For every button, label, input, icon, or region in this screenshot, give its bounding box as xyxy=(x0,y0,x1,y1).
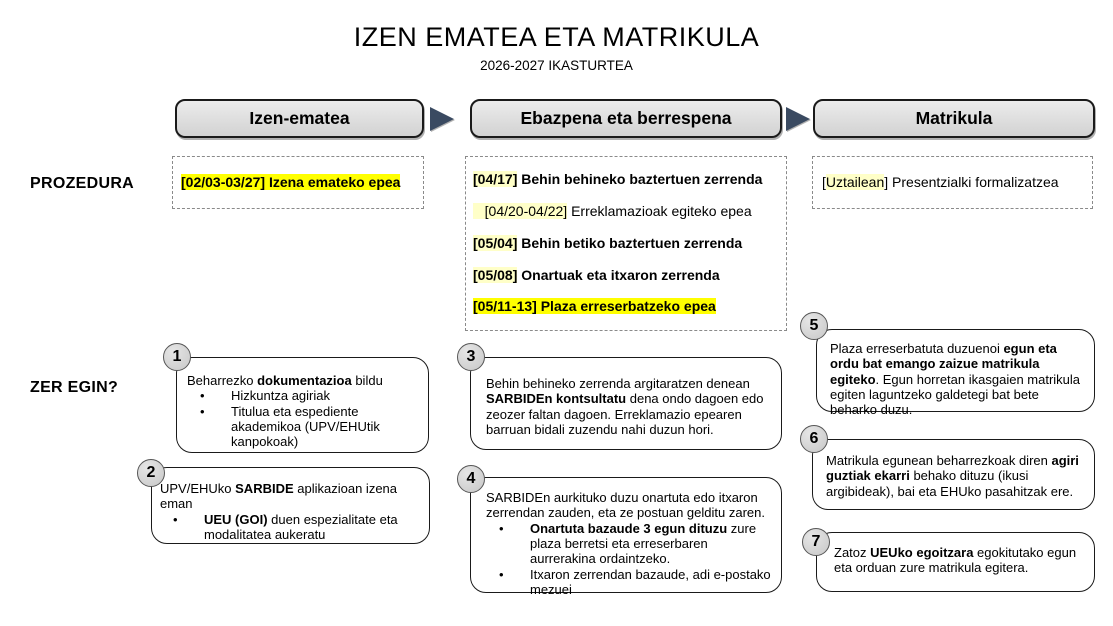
step-number: 2 xyxy=(146,464,156,481)
step-number-badge xyxy=(137,459,165,487)
step-text: Behin behineko zerrenda argitaratzen denean SARBIDEn kontsultatu dena ondo dagoen edo zeozer faltan dagoen. Erreklamazio epearen barruan bidali zuzendu nahi duzun hori. xyxy=(486,376,764,437)
step-bullet: • Hizkuntza agiriak xyxy=(187,388,422,403)
step-number: 1 xyxy=(172,348,182,365)
stage-header-label: Matrikula xyxy=(915,108,993,128)
step-box-1 xyxy=(176,357,429,453)
stage-header-matrikula xyxy=(813,99,1095,138)
procedure-line: [04/17] Behin behineko baztertuen zerrenda xyxy=(473,171,763,188)
step-number: 3 xyxy=(466,348,476,365)
procedure-line: [05/04] Behin betiko baztertuen zerrenda xyxy=(473,234,743,251)
stage-header-label: Ebazpena eta berrespena xyxy=(520,108,732,128)
step-bullet: • Titulua eta espediente akademikoa (UPV/EHUtik kanpokoak) xyxy=(187,404,422,450)
stage-header-label: Izen-ematea xyxy=(249,108,350,128)
procedure-box-ebazpena xyxy=(465,156,787,331)
step-number: 6 xyxy=(809,430,819,447)
step-box-3 xyxy=(470,357,782,450)
step-number-badge xyxy=(457,343,485,371)
step-bullet-list xyxy=(486,521,773,598)
page-title: IZEN EMATEA ETA MATRIKULA xyxy=(353,22,760,52)
step-bullet: • UEU (GOI) duen espezialitate eta modalitatea aukeratu xyxy=(160,512,425,543)
step-text: SARBIDEn aurkituko duzu onartuta edo itxaron zerrendan zauden, eta ze postuan gelditu zaren. xyxy=(486,490,765,521)
procedure-line: [05/11-13] Plaza erreserbatzeko epea xyxy=(473,298,716,315)
step-text: Beharrezko dokumentazioa bildu xyxy=(187,373,383,388)
procedure-line: [Uztailean] Presentzialki formalizatzea xyxy=(822,173,1059,190)
arrow-right-icon xyxy=(786,107,810,131)
step-box-7 xyxy=(816,532,1095,592)
step-box-5 xyxy=(816,329,1095,418)
procedure-line: [04/20-04/22] Erreklamazioak egiteko epea xyxy=(473,203,752,219)
page-subtitle: 2026-2027 IKASTURTEA xyxy=(480,58,633,73)
step-bullet-list xyxy=(187,388,422,449)
step-number-badge xyxy=(800,425,828,453)
step-number-badge xyxy=(457,465,485,493)
step-text: UPV/EHUko SARBIDE aplikazioan izena eman xyxy=(160,481,398,512)
step-number: 5 xyxy=(809,317,819,334)
arrow-right-icon xyxy=(430,107,454,131)
procedure-line: [05/08] Onartuak eta itxaron zerrenda xyxy=(473,266,720,283)
step-number: 4 xyxy=(466,470,476,487)
procedure-line: [02/03-03/27] Izena emateko epea xyxy=(181,173,401,190)
step-bullet-list xyxy=(160,512,425,543)
procedure-box-izen-ematea xyxy=(172,156,424,209)
step-bullet: • Itxaron zerrendan bazaude, adi e-postako mezuei xyxy=(486,567,773,598)
step-number-badge xyxy=(163,343,191,371)
step-text: Matrikula egunean beharrezkoak diren agiri guztiak ekarri behako dituzu (ikusi argibideak), bai eta EHUko pasahitzak ere. xyxy=(826,453,1079,499)
step-text: Plaza erreserbatuta duzuenoi egun eta ordu bat emango zaizue matrikula egiteko. Egun horretan ikasgaien matrikula egiten laguntzeko galdetegi bat bete beharko duzu. xyxy=(830,341,1081,418)
stage-header-izen-ematea xyxy=(175,99,424,138)
step-bullet: • Onartuta bazaude 3 egun dituzu zure plaza berretsi eta erreserbaren aurrerakina ordaintzeko. xyxy=(486,521,773,567)
step-box-6 xyxy=(812,439,1095,510)
step-number-badge xyxy=(802,528,830,556)
stage-header-ebazpena xyxy=(470,99,782,138)
step-number: 7 xyxy=(811,533,821,550)
row-label-prozedura: PROZEDURA xyxy=(30,175,135,192)
procedure-box-matrikula xyxy=(812,156,1093,209)
step-number-badge xyxy=(800,312,828,340)
step-box-4 xyxy=(470,477,782,597)
step-box-2 xyxy=(151,467,430,544)
row-label-zer-egin: ZER EGIN? xyxy=(30,379,119,396)
step-text: Zatoz UEUko egoitzara egokitutako egun eta orduan zure matrikula egitera. xyxy=(834,545,1077,576)
